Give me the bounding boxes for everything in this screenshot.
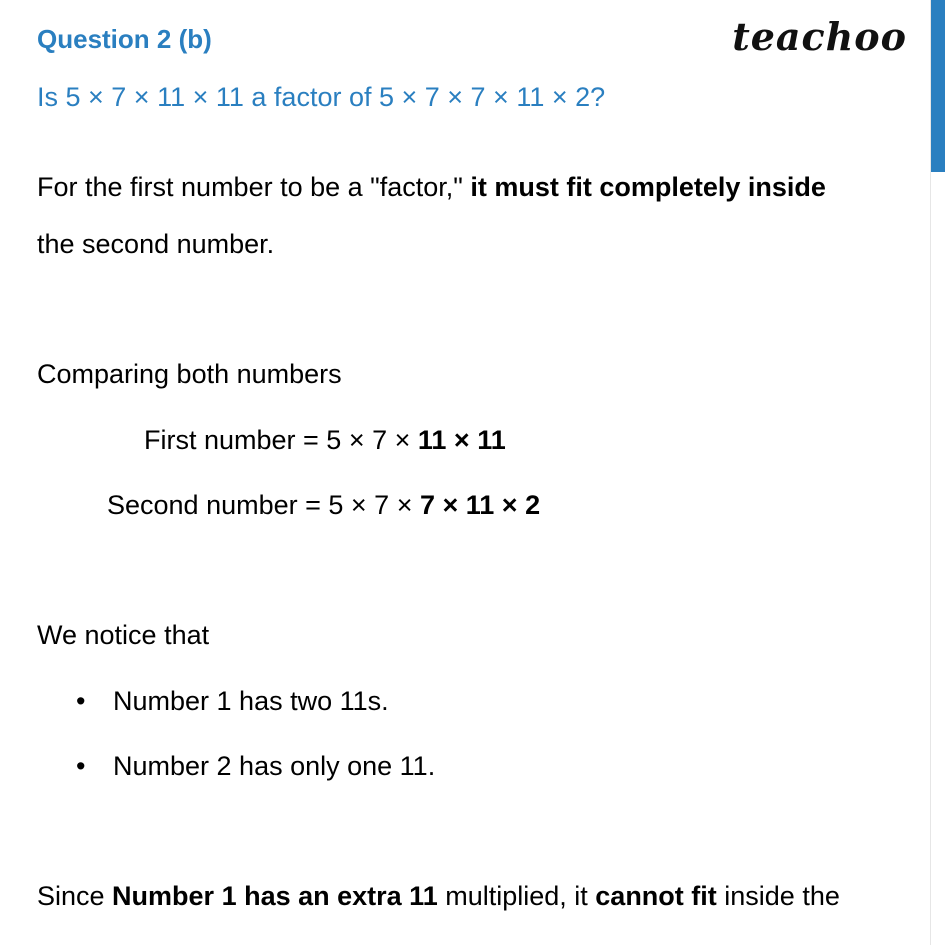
second-number-prefix: Second number = 5 × 7 ×: [107, 490, 420, 520]
second-number-bold: 7 × 11 × 2: [419, 490, 541, 520]
intro-line-1: [37, 170, 826, 204]
question-text: Is 5 × 7 × 11 × 11 a factor of 5 × 7 × 7 × 11 × 2?: [37, 82, 606, 112]
first-number-line: [144, 423, 506, 457]
brand-logo: teachoo: [732, 14, 907, 59]
notice-bullet-1: Number 1 has two 11s.: [113, 686, 389, 716]
intro-line-2: the second number.: [37, 229, 275, 259]
conclusion-line: [37, 879, 840, 913]
question-label: Question 2 (b): [37, 24, 212, 54]
notice-heading: We notice that: [37, 620, 210, 650]
conclusion-bold-2: cannot fit: [595, 881, 717, 911]
notice-bullet-2: Number 2 has only one 11.: [113, 751, 436, 781]
intro-text: For the first number to be a "factor,": [37, 172, 471, 202]
conclusion-text-3: inside the: [716, 881, 840, 911]
first-number-bold: 11 × 11: [417, 425, 506, 455]
conclusion-bold-1: Number 1 has an extra 11: [112, 881, 438, 911]
conclusion-text-1: Since: [37, 881, 113, 911]
conclusion-text-2: multiplied, it: [437, 881, 596, 911]
first-number-prefix: First number = 5 × 7 ×: [144, 425, 418, 455]
intro-bold: it must fit completely inside: [470, 172, 826, 202]
bullet-dot-icon: •: [76, 686, 86, 716]
comparison-heading: Comparing both numbers: [37, 359, 342, 389]
scrollbar-thumb[interactable]: [931, 0, 945, 172]
bullet-dot-icon: •: [76, 751, 86, 781]
second-number-line: [107, 488, 540, 522]
